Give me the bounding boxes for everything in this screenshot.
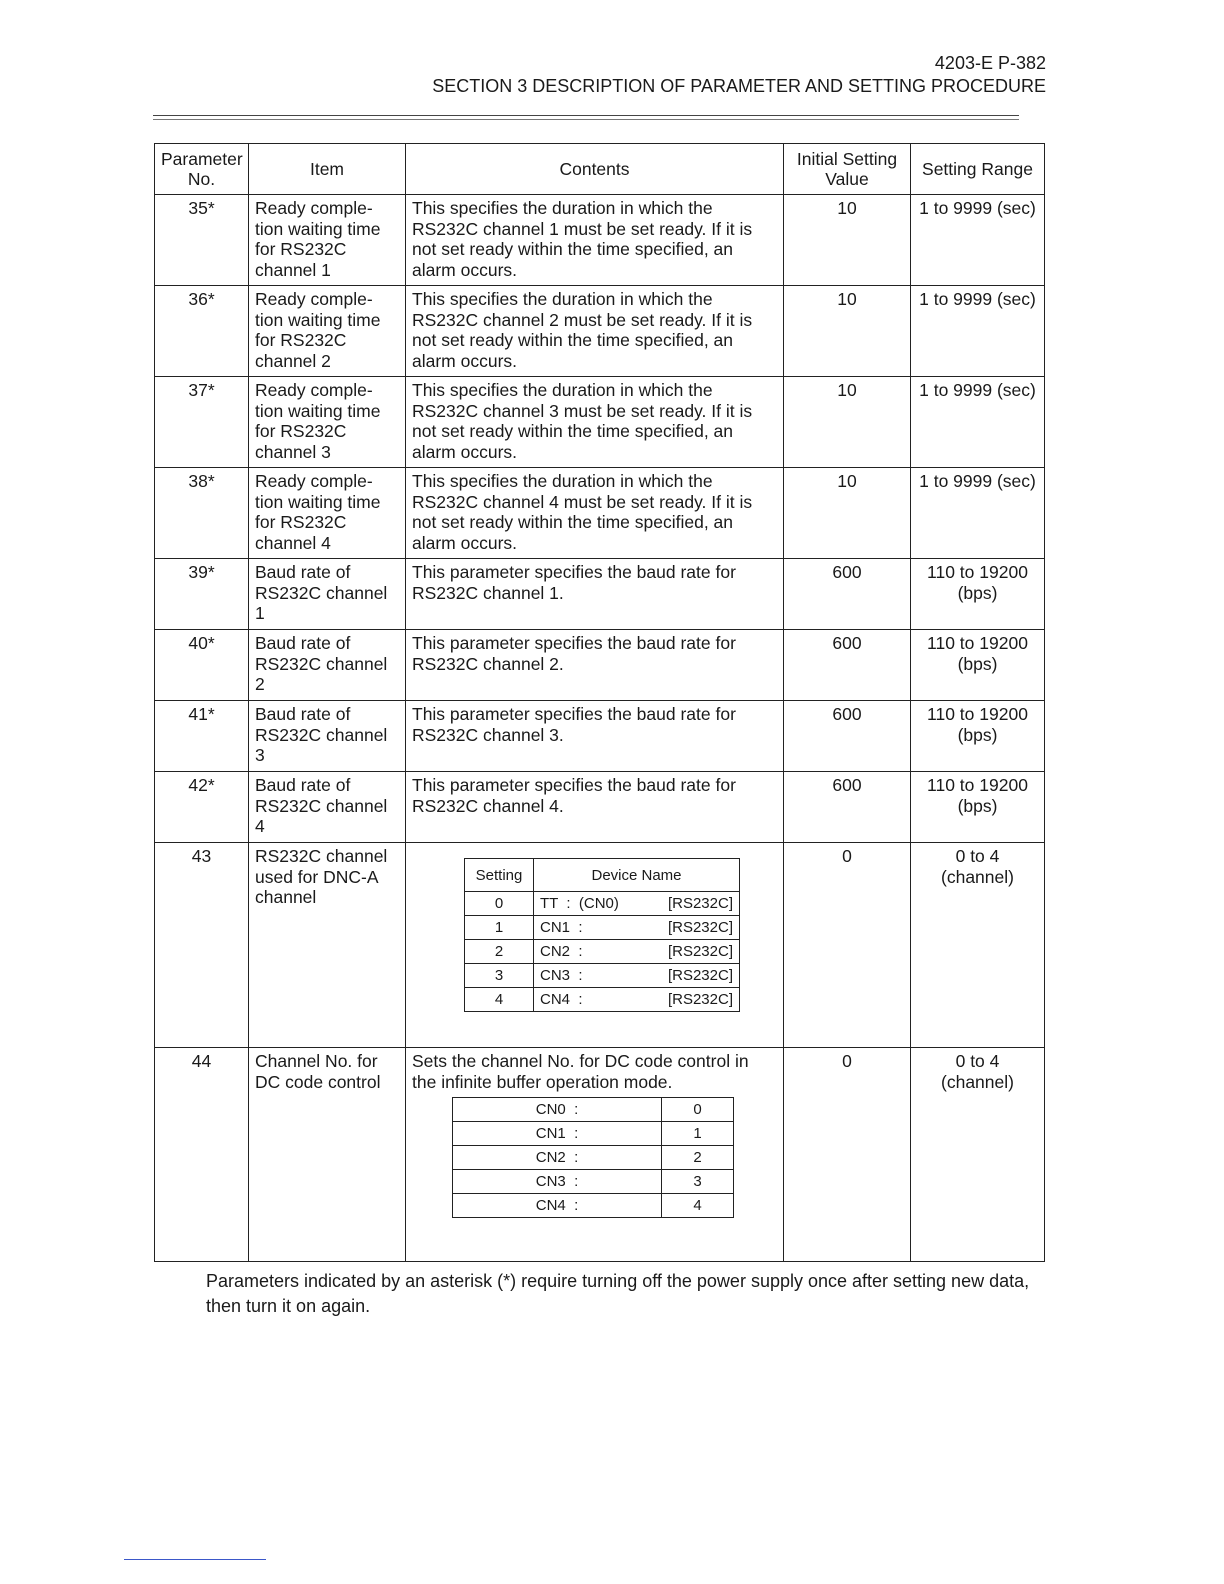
table-row xyxy=(155,195,1045,286)
table-row xyxy=(155,468,1045,559)
param-initial: 10 xyxy=(784,195,911,286)
param-item: Ready comple-tion waiting time for RS232C channel 4 xyxy=(249,468,406,559)
channel-name: CN3 : xyxy=(453,1170,662,1194)
param-no: 41* xyxy=(155,701,249,772)
param-range: 0 to 4 (channel) xyxy=(911,843,1045,1048)
device-name xyxy=(534,916,740,940)
device-setting: 1 xyxy=(465,916,534,940)
doc-id: 4203-E P-382 xyxy=(934,53,1046,73)
device-table xyxy=(464,858,740,1012)
param-range: 110 to 19200 (bps) xyxy=(911,559,1045,630)
param-no: 38* xyxy=(155,468,249,559)
device-setting: 0 xyxy=(465,892,534,916)
table-row xyxy=(155,701,1045,772)
device-label: CN3 : xyxy=(540,967,583,984)
device-type: [RS232C] xyxy=(667,919,733,936)
device-label: CN4 : xyxy=(540,991,583,1008)
param-item: Ready comple-tion waiting time for RS232C channel 2 xyxy=(249,286,406,377)
device-row xyxy=(465,964,740,988)
table-row-44 xyxy=(155,1048,1045,1262)
channel-name: CN1 : xyxy=(453,1122,662,1146)
param-range: 1 to 9999 (sec) xyxy=(911,286,1045,377)
channel-row xyxy=(453,1146,734,1170)
param-item: Baud rate of RS232C channel 1 xyxy=(249,559,406,630)
bottom-rule xyxy=(124,1559,266,1560)
param-item: Ready comple-tion waiting time for RS232C channel 1 xyxy=(249,195,406,286)
header-item: Item xyxy=(249,144,406,195)
header-no: Parameter No. xyxy=(155,144,249,195)
param-initial: 600 xyxy=(784,559,911,630)
param-range: 1 to 9999 (sec) xyxy=(911,377,1045,468)
header-range: Setting Range xyxy=(911,144,1045,195)
channel-row xyxy=(453,1194,734,1218)
param-contents: This specifies the duration in which the RS232C channel 1 must be set ready. If it is not set ready within the time specified, an alarm occurs. xyxy=(406,195,784,286)
device-row xyxy=(465,940,740,964)
channel-name: CN0 : xyxy=(453,1098,662,1122)
param-no: 39* xyxy=(155,559,249,630)
param-range: 1 to 9999 (sec) xyxy=(911,195,1045,286)
device-setting: 4 xyxy=(465,988,534,1012)
param-no: 36* xyxy=(155,286,249,377)
channel-row xyxy=(453,1170,734,1194)
channel-name: CN4 : xyxy=(453,1194,662,1218)
table-row xyxy=(155,630,1045,701)
device-header-setting: Setting xyxy=(465,859,534,892)
param-initial: 10 xyxy=(784,468,911,559)
param-contents: This specifies the duration in which the RS232C channel 4 must be set ready. If it is not set ready within the time specified, an alarm occurs. xyxy=(406,468,784,559)
device-table-header xyxy=(465,859,740,892)
footnote: Parameters indicated by an asterisk (*) require turning off the power supply once after setting new data, then turn it on again. xyxy=(206,1271,1030,1316)
channel-row xyxy=(453,1098,734,1122)
param-initial: 0 xyxy=(784,843,911,1048)
param-contents xyxy=(406,1048,784,1262)
device-setting: 3 xyxy=(465,964,534,988)
param-contents: This specifies the duration in which the RS232C channel 3 must be set ready. If it is not set ready within the time specified, an alarm occurs. xyxy=(406,377,784,468)
param-initial: 600 xyxy=(784,772,911,843)
param-range: 110 to 19200 (bps) xyxy=(911,701,1045,772)
section-title: SECTION 3 DESCRIPTION OF PARAMETER AND SETTING PROCEDURE xyxy=(432,76,1046,96)
device-name xyxy=(534,892,740,916)
param-contents: This parameter specifies the baud rate for RS232C channel 1. xyxy=(406,559,784,630)
header-contents: Contents xyxy=(406,144,784,195)
table-row-43 xyxy=(155,843,1045,1048)
param-contents: This parameter specifies the baud rate for RS232C channel 2. xyxy=(406,630,784,701)
param-no: 37* xyxy=(155,377,249,468)
table-row xyxy=(155,286,1045,377)
param-contents xyxy=(406,843,784,1048)
device-name xyxy=(534,988,740,1012)
param-contents: This specifies the duration in which the RS232C channel 2 must be set ready. If it is not set ready within the time specified, an alarm occurs. xyxy=(406,286,784,377)
device-header-name: Device Name xyxy=(534,859,740,892)
channel-name: CN2 : xyxy=(453,1146,662,1170)
device-setting: 2 xyxy=(465,940,534,964)
param-no: 44 xyxy=(155,1048,249,1262)
channel-value: 3 xyxy=(662,1170,734,1194)
param-no: 42* xyxy=(155,772,249,843)
param-range: 110 to 19200 (bps) xyxy=(911,630,1045,701)
header-rule xyxy=(153,115,1019,120)
device-row xyxy=(465,916,740,940)
channel-value: 2 xyxy=(662,1146,734,1170)
device-type: [RS232C] xyxy=(667,895,733,912)
param-initial: 10 xyxy=(784,377,911,468)
param-range: 110 to 19200 (bps) xyxy=(911,772,1045,843)
param-no: 35* xyxy=(155,195,249,286)
param-item: Baud rate of RS232C channel 2 xyxy=(249,630,406,701)
device-name xyxy=(534,964,740,988)
param-range: 1 to 9999 (sec) xyxy=(911,468,1045,559)
param-item: Ready comple-tion waiting time for RS232C channel 3 xyxy=(249,377,406,468)
channel-table xyxy=(452,1097,734,1218)
param-item: RS232C channel used for DNC-A channel xyxy=(249,843,406,1048)
table-row xyxy=(155,772,1045,843)
device-type: [RS232C] xyxy=(667,943,733,960)
device-type: [RS232C] xyxy=(667,967,733,984)
channel-value: 0 xyxy=(662,1098,734,1122)
parameter-table xyxy=(154,143,1045,1262)
param-initial: 10 xyxy=(784,286,911,377)
param-item: Baud rate of RS232C channel 4 xyxy=(249,772,406,843)
table-row xyxy=(155,377,1045,468)
device-type: [RS232C] xyxy=(667,991,733,1008)
header-initial: Initial Setting Value xyxy=(784,144,911,195)
channel-row xyxy=(453,1122,734,1146)
param-no: 43 xyxy=(155,843,249,1048)
param-contents: This parameter specifies the baud rate for RS232C channel 3. xyxy=(406,701,784,772)
device-name xyxy=(534,940,740,964)
param-range: 0 to 4 (channel) xyxy=(911,1048,1045,1262)
channel-value: 1 xyxy=(662,1122,734,1146)
device-label: CN1 : xyxy=(540,919,583,936)
device-row xyxy=(465,892,740,916)
page-header xyxy=(432,52,1046,98)
table-header-row xyxy=(155,144,1045,195)
param-initial: 0 xyxy=(784,1048,911,1262)
table-row xyxy=(155,559,1045,630)
param-item: Channel No. for DC code control xyxy=(249,1048,406,1262)
param-initial: 600 xyxy=(784,701,911,772)
device-label: TT : (CN0) xyxy=(540,895,619,912)
param-contents: This parameter specifies the baud rate for RS232C channel 4. xyxy=(406,772,784,843)
param-contents-text: Sets the channel No. for DC code control in the infinite buffer operation mode. xyxy=(412,1051,749,1092)
channel-value: 4 xyxy=(662,1194,734,1218)
param-item: Baud rate of RS232C channel 3 xyxy=(249,701,406,772)
param-initial: 600 xyxy=(784,630,911,701)
param-no: 40* xyxy=(155,630,249,701)
device-label: CN2 : xyxy=(540,943,583,960)
device-row xyxy=(465,988,740,1012)
